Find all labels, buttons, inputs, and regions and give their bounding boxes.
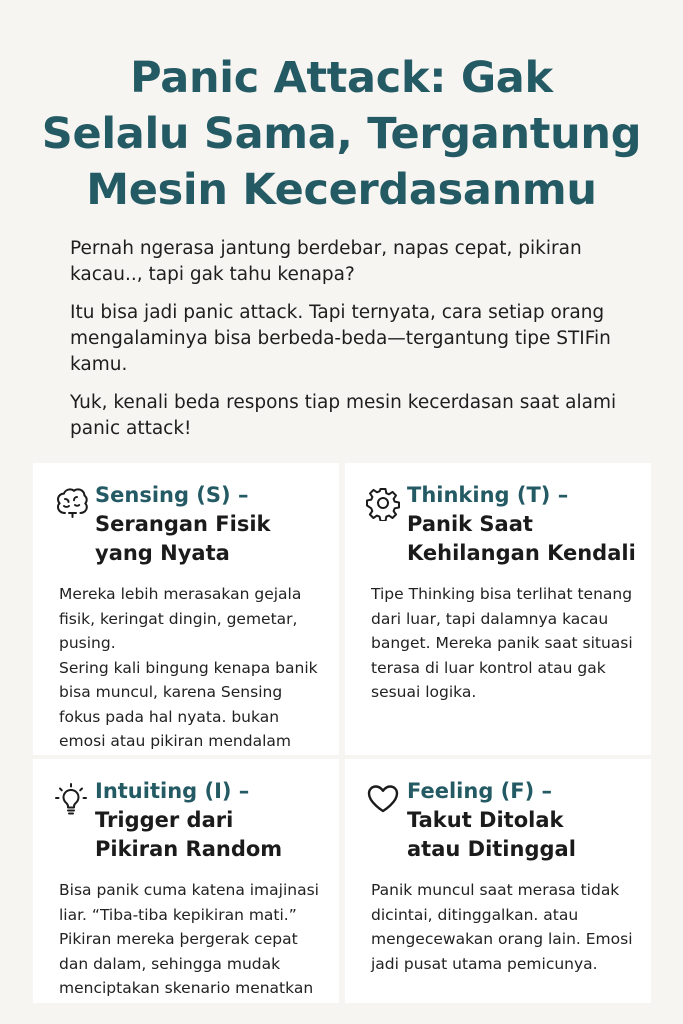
card-body-paragraph-2: Sering kali bingung kenapa banik bisa muncul, karena Sensing fokus pada hal nyata. bukan emosi atau pikiran mendalam <box>59 658 318 750</box>
card-header <box>365 777 651 864</box>
card-thinking <box>345 463 651 755</box>
card-type-label: Intuiting (I) – <box>95 779 250 803</box>
card-subtitle-line-2: Pikiran Random <box>95 837 283 861</box>
card-intuiting <box>33 759 339 1003</box>
card-subtitle-line-2: atau Ditinggal <box>407 837 576 861</box>
card-body-paragraph-1: Mereka lebih merasakan gejala fisik, keringat dingin, gemetar, pusing. <box>59 585 302 652</box>
title-line-2: Selalu Sama, Tergantung <box>41 109 642 159</box>
card-body-paragraph-1: Bisa panik cuma katena imajinasi liar. “Tiba-tiba kepikiran mati.” Pikiran mereka þergerak cepat dan dalam, sehingga mudak menciptakan skenario menatkan <box>59 881 319 997</box>
card-type-label: Thinking (T) – <box>407 483 569 507</box>
brain-icon <box>53 485 89 521</box>
card-subtitle-line-2: yang Nyata <box>95 541 230 565</box>
title-line-3: Mesin Kecerdasanmu <box>86 165 597 215</box>
card-type-label: Sensing (S) – <box>95 483 249 507</box>
intro-paragraph-3: Yuk, kenali beda respons tiap mesin kecerdasan saat alami panic attack! <box>70 392 617 439</box>
card-sensing <box>33 463 339 755</box>
card-feeling <box>345 759 651 1003</box>
card-subtitle-line-1: Trigger dari <box>95 808 234 832</box>
card-body <box>59 582 323 754</box>
lightbulb-icon <box>53 781 89 817</box>
intro-paragraph-2: Itu bisa jadi panic attack. Tapi ternyata, cara setiap orang mengalaminya bisa berbeda-beda—tergantung tipe STIFin kamu. <box>70 302 611 375</box>
card-header <box>365 481 651 568</box>
card-body <box>371 878 635 976</box>
card-title <box>407 777 576 864</box>
gear-icon <box>365 485 401 521</box>
intro-paragraph-1: Pernah ngerasa jantung berdebar, napas cepat, pikiran kacau.., tapi gak tahu kenapa? <box>70 238 582 285</box>
card-header <box>53 481 339 568</box>
card-body <box>371 582 635 705</box>
title-line-1: Panic Attack: Gak <box>130 53 553 103</box>
heart-icon <box>365 781 401 817</box>
card-subtitle-line-2: Kehilangan Kendali <box>407 541 636 565</box>
intro-section <box>70 236 630 454</box>
card-subtitle-line-1: Serangan Fisik <box>95 512 271 536</box>
card-body-paragraph-1: Panik muncul saat merasa tidak dicintai, ditinggalkan. atau mengecewakan orang lain. Emosi jadi pusat utama pemicunya. <box>371 881 633 973</box>
card-subtitle-line-1: Takut Ditolak <box>407 808 564 832</box>
page-title <box>0 50 683 218</box>
card-type-label: Feeling (F) – <box>407 779 553 803</box>
card-title <box>95 481 271 568</box>
card-body-paragraph-1: Tipe Thinking bisa terlihat tenang dari luar, tapi dalamnya kacau banget. Mereka panik saat situasi terasa di luar kontrol atau gak sesuai logika. <box>371 585 633 701</box>
card-title <box>95 777 282 864</box>
card-body <box>59 878 323 1001</box>
types-grid <box>33 463 651 1003</box>
card-header <box>53 777 339 864</box>
card-subtitle-line-1: Panik Saat <box>407 512 533 536</box>
card-title <box>407 481 636 568</box>
